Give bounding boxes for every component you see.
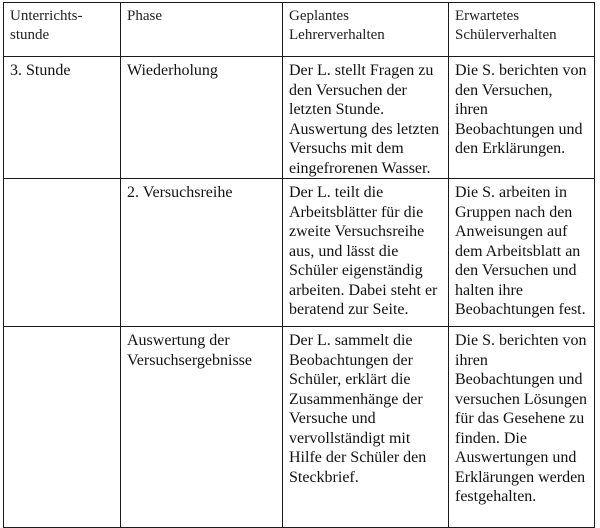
cell-lesson: 3. Stunde — [4, 57, 121, 179]
table-row — [4, 327, 595, 528]
cell-student: Die S. berichten von ihren Beobachtungen und versuchen Lösungen für das Gesehene zu finden. Die Auswertungen und Erklärungen werden festgehalten. — [449, 327, 595, 528]
header-lesson — [4, 3, 121, 57]
table-row — [4, 57, 595, 179]
header-phase — [121, 3, 283, 57]
lesson-plan-table — [3, 2, 595, 528]
cell-phase: Auswertung der Versuchsergebnisse — [121, 327, 283, 528]
header-teacher-text: Geplantes Lehrerverhalten — [289, 8, 385, 43]
cell-teacher: Der L. sammelt die Beobachtungen der Schüler, erklärt die Zusammenhänge der Versuche und vervollständigt mit Hilfe der Schüler den Steckbrief. — [283, 327, 449, 528]
table-row — [4, 179, 595, 327]
header-lesson-text: Unterrichts- stunde — [10, 8, 83, 43]
cell-teacher: Der L. stellt Fragen zu den Versuchen der letzten Stunde. Auswertung des letzten Versuchs mit dem eingefrorenen Wasser. — [283, 57, 449, 179]
cell-student: Die S. berichten von den Versuchen, ihren Beobachtungen und den Erklärungen. — [449, 57, 595, 179]
cell-lesson — [4, 327, 121, 528]
table-header-row — [4, 3, 595, 57]
cell-phase: 2. Versuchsreihe — [121, 179, 283, 327]
header-student-text: Erwartetes Schülerverhalten — [455, 8, 557, 43]
cell-teacher: Der L. teilt die Arbeitsblätter für die zweite Versuchsreihe aus, und lässt die Schüler eigenständig arbeiten. Dabei steht er beratend zur Seite. — [283, 179, 449, 327]
header-teacher — [283, 3, 449, 57]
cell-phase: Wiederholung — [121, 57, 283, 179]
header-phase-text: Phase — [127, 8, 162, 24]
cell-student: Die S. arbeiten in Gruppen nach den Anweisungen auf dem Arbeitsblatt an den Versuchen und halten ihre Beobachtungen fest. — [449, 179, 595, 327]
header-student — [449, 3, 595, 57]
cell-lesson — [4, 179, 121, 327]
